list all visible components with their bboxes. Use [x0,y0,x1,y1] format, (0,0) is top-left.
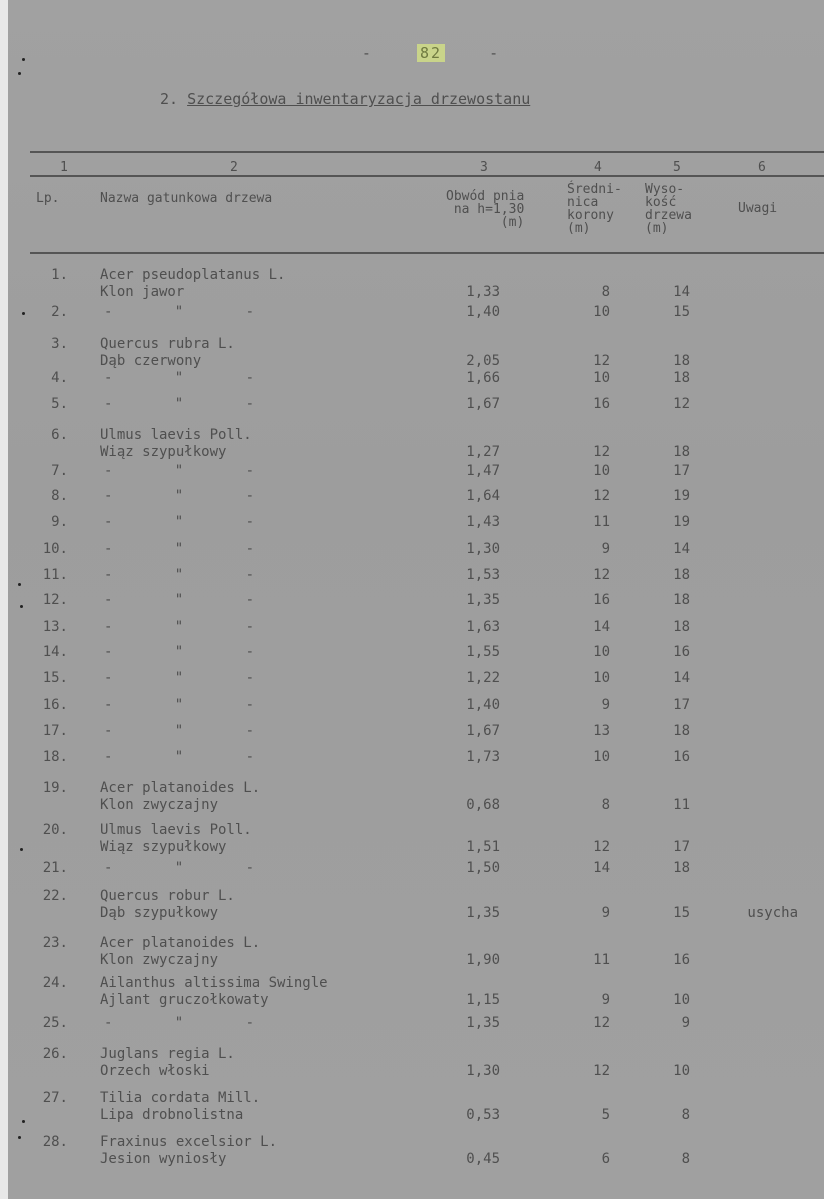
crown-diameter: 10 [593,463,610,479]
row-number: 8. [51,488,68,504]
binder-hole [22,58,25,61]
crown-diameter: 9 [601,992,610,1008]
ditto-dash: - [104,541,113,557]
trunk-circumference: 1,40 [466,697,500,713]
tree-height: 19 [673,514,690,530]
crown-diameter: 9 [601,905,610,921]
ditto-mark: " [174,592,184,608]
colnum-2: 2 [230,160,238,175]
ditto-marks [104,592,254,608]
ditto-marks [104,723,254,739]
crown-diameter: 12 [593,1063,610,1079]
crown-diameter: 13 [593,723,610,739]
crown-diameter: 12 [593,567,610,583]
page-edge [0,0,8,1199]
row-number: 19. [42,780,68,796]
ditto-mark: " [174,697,184,713]
row-number: 1. [51,267,68,283]
header-name: Nazwa gatunkowa drzewa [100,191,273,206]
species-name: Ulmus laevis Poll. Wiąz szypułkowy [100,427,252,460]
ditto-mark: " [174,860,184,876]
tree-height: 16 [673,749,690,765]
colnum-3: 3 [480,160,488,175]
ditto-mark: " [174,670,184,686]
crown-diameter: 12 [593,1015,610,1031]
ditto-dash: - [104,670,113,686]
tree-height: 10 [673,1063,690,1079]
ditto-mark: " [174,723,184,739]
crown-diameter: 8 [601,797,610,813]
ditto-dash: - [104,619,113,635]
ditto-marks [104,749,254,765]
ditto-dash: - [245,1015,254,1031]
tree-height: 18 [673,860,690,876]
tree-height: 17 [673,463,690,479]
tree-height: 19 [673,488,690,504]
binder-hole [18,583,21,586]
species-name: Juglans regia L. Orzech włoski [100,1046,235,1079]
trunk-circumference: 1,15 [466,992,500,1008]
crown-diameter: 10 [593,670,610,686]
ditto-marks [104,567,254,583]
ditto-dash: - [104,488,113,504]
ditto-marks [104,514,254,530]
ditto-dash: - [245,304,254,320]
species-name: Acer platanoides L. Klon zwyczajny [100,935,261,968]
ditto-dash: - [104,514,113,530]
crown-diameter: 10 [593,644,610,660]
ditto-mark: " [174,541,184,557]
binder-hole [22,1120,25,1123]
row-number: 13. [42,619,68,635]
ditto-dash: - [245,723,254,739]
ditto-dash: - [245,396,254,412]
ditto-marks [104,697,254,713]
ditto-dash: - [245,463,254,479]
binder-hole [22,312,25,315]
tree-height: 18 [673,619,690,635]
trunk-circumference: 1,30 [466,541,500,557]
ditto-dash: - [104,370,113,386]
row-number: 23. [42,935,68,951]
trunk-circumference: 0,45 [466,1151,500,1167]
trunk-circumference: 1,33 [466,284,500,300]
crown-diameter: 11 [593,952,610,968]
ditto-mark: " [174,567,184,583]
tree-height: 14 [673,670,690,686]
crown-diameter: 12 [593,444,610,460]
colnum-4: 4 [594,160,602,175]
header-remarks: Uwagi [738,201,778,216]
crown-diameter: 10 [593,370,610,386]
dash-left: - [361,44,373,62]
trunk-circumference: 1,40 [466,304,500,320]
binder-hole [20,605,23,608]
row-number: 27. [42,1090,68,1106]
crown-diameter: 6 [601,1151,610,1167]
row-number: 17. [42,723,68,739]
ditto-dash: - [245,541,254,557]
ditto-mark: " [174,619,184,635]
crown-diameter: 9 [601,697,610,713]
ditto-mark: " [174,463,184,479]
ditto-marks [104,541,254,557]
row-number: 26. [42,1046,68,1062]
tree-height: 18 [673,723,690,739]
species-name: Acer platanoides L. Klon zwyczajny [100,780,261,813]
crown-diameter: 9 [601,541,610,557]
header-height: Wyso- kość drzewa (m) [645,182,692,236]
ditto-marks [104,396,254,412]
tree-height: 18 [673,353,690,369]
ditto-dash: - [104,1015,113,1031]
trunk-circumference: 1,30 [466,1063,500,1079]
row-number: 16. [42,697,68,713]
header-rule [30,175,824,177]
row-number: 12. [42,592,68,608]
crown-diameter: 16 [593,396,610,412]
ditto-dash: - [104,304,113,320]
binder-hole [18,1136,21,1139]
ditto-dash: - [245,670,254,686]
ditto-marks [104,860,254,876]
trunk-circumference: 1,47 [466,463,500,479]
crown-diameter: 12 [593,839,610,855]
tree-height: 12 [673,396,690,412]
ditto-mark: " [174,304,184,320]
trunk-circumference: 0,53 [466,1107,500,1123]
crown-diameter: 11 [593,514,610,530]
page-number [356,44,506,62]
trunk-circumference: 1,35 [466,1015,500,1031]
row-number: 24. [42,975,68,991]
row-number: 4. [51,370,68,386]
trunk-circumference: 1,51 [466,839,500,855]
trunk-circumference: 1,90 [466,952,500,968]
crown-diameter: 10 [593,749,610,765]
ditto-dash: - [245,488,254,504]
ditto-dash: - [245,860,254,876]
tree-height: 9 [681,1015,690,1031]
binder-hole [20,848,23,851]
tree-height: 17 [673,697,690,713]
ditto-mark: " [174,514,184,530]
ditto-mark: " [174,1015,184,1031]
ditto-dash: - [245,567,254,583]
ditto-marks [104,1015,254,1031]
tree-height: 18 [673,370,690,386]
tree-height: 14 [673,284,690,300]
species-name: Ailanthus altissima Swingle Ajlant gruczołkowaty [100,975,328,1008]
trunk-circumference: 1,35 [466,905,500,921]
ditto-dash: - [245,644,254,660]
table-top-rule [30,151,824,153]
ditto-dash: - [104,860,113,876]
tree-height: 18 [673,592,690,608]
header-lp: Lp. [36,191,60,206]
header-crown: Średni- nica korony (m) [567,182,622,236]
row-number: 15. [42,670,68,686]
page-number-value: 82 [417,44,445,62]
tree-height: 10 [673,992,690,1008]
tree-height: 18 [673,567,690,583]
header-bottom-rule [30,252,824,254]
ditto-marks [104,488,254,504]
ditto-dash: - [104,749,113,765]
row-number: 7. [51,463,68,479]
row-number: 3. [51,336,68,352]
ditto-mark: " [174,749,184,765]
trunk-circumference: 1,67 [466,723,500,739]
colnum-1: 1 [60,160,68,175]
tree-height: 15 [673,304,690,320]
species-name: Quercus rubra L. Dąb czerwony [100,336,235,369]
ditto-marks [104,644,254,660]
trunk-circumference: 1,27 [466,444,500,460]
trunk-circumference: 2,05 [466,353,500,369]
crown-diameter: 16 [593,592,610,608]
trunk-circumference: 1,67 [466,396,500,412]
species-name: Ulmus laevis Poll. Wiąz szypułkowy [100,822,252,855]
trunk-circumference: 1,73 [466,749,500,765]
row-number: 28. [42,1134,68,1150]
ditto-dash: - [245,697,254,713]
remarks: usycha [747,905,798,921]
ditto-dash: - [104,396,113,412]
row-number: 18. [42,749,68,765]
row-number: 6. [51,427,68,443]
ditto-dash: - [104,463,113,479]
species-name: Quercus robur L. Dąb szypułkowy [100,888,235,921]
species-name: Acer pseudoplatanus L. Klon jawor [100,267,286,300]
ditto-dash: - [104,697,113,713]
ditto-dash: - [245,370,254,386]
ditto-mark: " [174,488,184,504]
ditto-marks [104,670,254,686]
header-circumference: Obwód pnia na h=1,30 (m) [446,189,525,230]
tree-height: 16 [673,644,690,660]
trunk-circumference: 0,68 [466,797,500,813]
row-number: 11. [42,567,68,583]
ditto-dash: - [245,514,254,530]
colnum-6: 6 [758,160,766,175]
crown-diameter: 12 [593,353,610,369]
crown-diameter: 12 [593,488,610,504]
tree-height: 17 [673,839,690,855]
tree-height: 11 [673,797,690,813]
crown-diameter: 14 [593,619,610,635]
row-number: 25. [42,1015,68,1031]
tree-height: 8 [681,1151,690,1167]
trunk-circumference: 1,66 [466,370,500,386]
crown-diameter: 14 [593,860,610,876]
ditto-dash: - [104,723,113,739]
ditto-dash: - [245,619,254,635]
ditto-dash: - [104,644,113,660]
trunk-circumference: 1,22 [466,670,500,686]
ditto-marks [104,370,254,386]
dash-right: - [489,44,501,62]
trunk-circumference: 1,35 [466,592,500,608]
ditto-marks [104,304,254,320]
crown-diameter: 5 [601,1107,610,1123]
row-number: 10. [42,541,68,557]
row-number: 2. [51,304,68,320]
section-title [160,90,530,108]
crown-diameter: 10 [593,304,610,320]
trunk-circumference: 1,55 [466,644,500,660]
row-number: 22. [42,888,68,904]
ditto-mark: " [174,644,184,660]
row-number: 5. [51,396,68,412]
ditto-mark: " [174,370,184,386]
tree-height: 15 [673,905,690,921]
ditto-dash: - [104,567,113,583]
binder-hole [18,72,21,75]
trunk-circumference: 1,43 [466,514,500,530]
trunk-circumference: 1,50 [466,860,500,876]
row-number: 21. [42,860,68,876]
trunk-circumference: 1,53 [466,567,500,583]
trunk-circumference: 1,63 [466,619,500,635]
tree-height: 14 [673,541,690,557]
tree-height: 18 [673,444,690,460]
row-number: 20. [42,822,68,838]
ditto-dash: - [245,749,254,765]
row-number: 14. [42,644,68,660]
section-title-text: Szczegółowa inwentaryzacja drzewostanu [187,90,531,108]
ditto-dash: - [245,592,254,608]
ditto-dash: - [104,592,113,608]
species-name: Tilia cordata Mill. Lipa drobnolistna [100,1090,261,1123]
ditto-marks [104,619,254,635]
row-number: 9. [51,514,68,530]
colnum-5: 5 [673,160,681,175]
species-name: Fraxinus excelsior L. Jesion wyniosły [100,1134,278,1167]
tree-height: 8 [681,1107,690,1123]
ditto-marks [104,463,254,479]
trunk-circumference: 1,64 [466,488,500,504]
tree-height: 16 [673,952,690,968]
section-number: 2. [160,90,179,108]
ditto-mark: " [174,396,184,412]
crown-diameter: 8 [601,284,610,300]
